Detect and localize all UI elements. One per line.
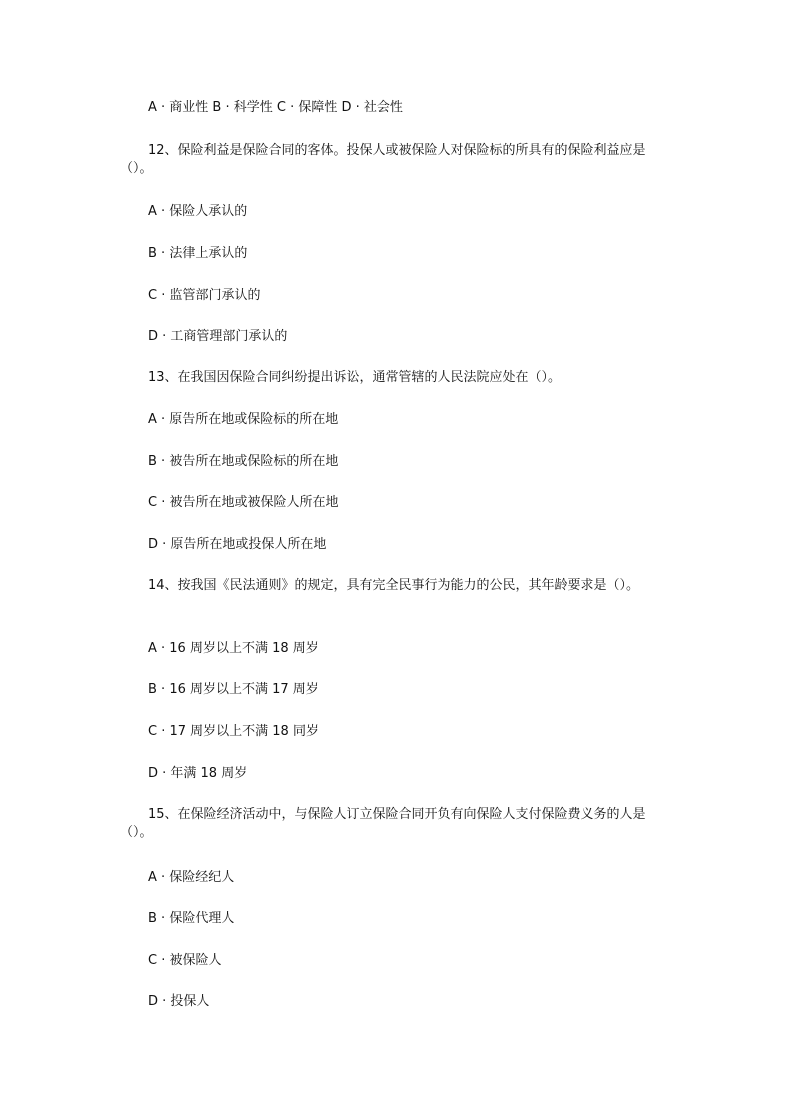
q13-option-d: D · 原告所在地或投保人所在地 (148, 537, 327, 552)
q12-option-c: C · 监管部门承认的 (148, 288, 261, 303)
q15-option-b: B · 保险代理人 (148, 911, 235, 926)
q12-option-a: A · 保险人承认的 (148, 204, 248, 219)
q13-stem: 13、在我国因保险合同纠纷提出诉讼，通常管辖的人民法院应处在（）。 (148, 370, 562, 385)
q14-stem: 14、按我国《民法通则》的规定，具有完全民事行为能力的公民，其年龄要求是（）。 (148, 578, 640, 593)
q14-option-a: A · 16 周岁以上不满 18 周岁 (148, 641, 319, 656)
q12-option-b: B · 法律上承认的 (148, 246, 248, 261)
q15-stem: 15、在保险经济活动中，与保险人订立保险合同开负有向保险人支付保险费义务的人是（）。 (120, 807, 646, 840)
q13-option-b: B · 被告所在地或保险标的所在地 (148, 454, 339, 469)
q13-option-a: A · 原告所在地或保险标的所在地 (148, 412, 339, 427)
q15-option-a: A · 保险经纪人 (148, 870, 235, 885)
q14-option-b: B · 16 周岁以上不满 17 周岁 (148, 682, 319, 697)
q15-option-d: D · 投保人 (148, 994, 210, 1009)
q15-option-c: C · 被保险人 (148, 953, 222, 968)
q13-option-c: C · 被告所在地或被保险人所在地 (148, 495, 339, 510)
q12-option-d: D · 工商管理部门承认的 (148, 329, 288, 344)
q12-stem: 12、保险利益是保险合同的客体。投保人或被保险人对保险标的所具有的保险利益应是（）。 (120, 143, 646, 176)
q14-option-c: C · 17 周岁以上不满 18 同岁 (148, 724, 319, 739)
q14-option-d: D · 年满 18 周岁 (148, 766, 248, 781)
q11-options: A · 商业性 B · 科学性 C · 保障性 D · 社会性 (148, 100, 403, 115)
